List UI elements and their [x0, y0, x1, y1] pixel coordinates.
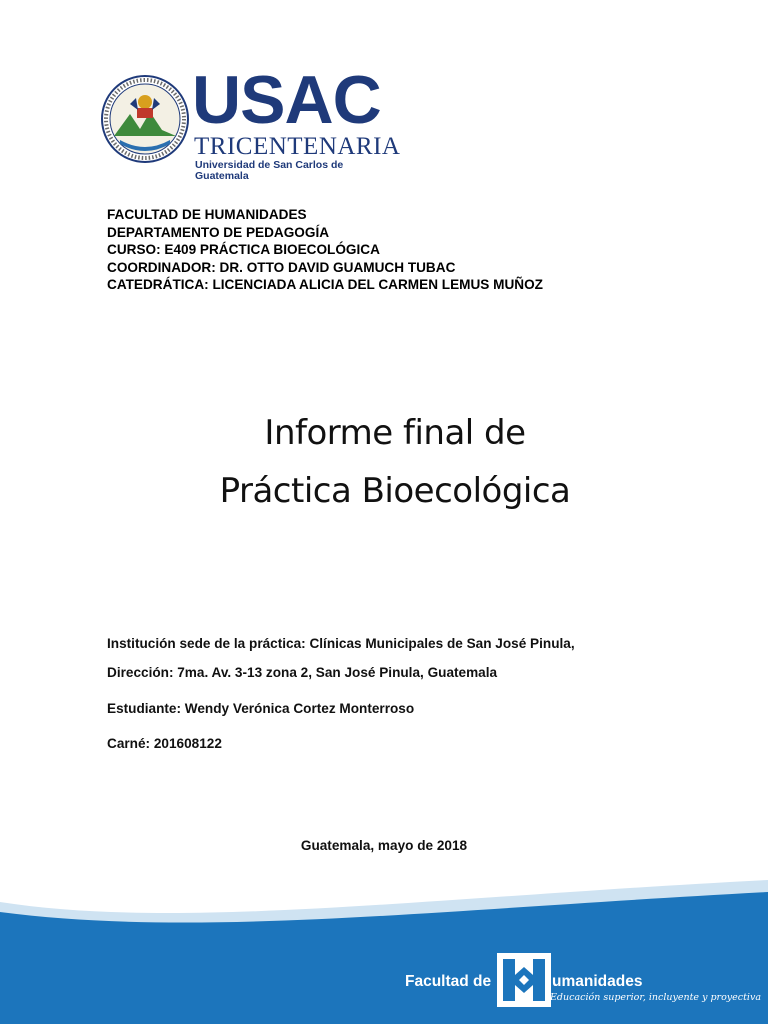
title-line-2: Práctica Bioecológica — [219, 471, 571, 511]
usac-acronym: USAC — [192, 62, 381, 138]
document-date: Guatemala, mayo de 2018 — [300, 838, 468, 853]
tricentennial-label: TRICENTENARIA — [194, 133, 401, 160]
faculty-label-right: umanidades — [552, 973, 643, 990]
student-info — [107, 701, 414, 716]
humanities-h-icon — [497, 953, 551, 1007]
coordinator-line: COORDINADOR: DR. OTTO DAVID GUAMUCH TUBAC — [107, 259, 456, 275]
institution-line: Institución sede de la práctica: Clínicas Municipales de San José Pinula, — [107, 636, 575, 651]
course-line: CURSO: E409 PRÁCTICA BIOECOLÓGICA — [107, 242, 380, 257]
carne-info — [107, 736, 222, 751]
document-title — [0, 404, 768, 520]
department-line: DEPARTAMENTO DE PEDAGOGÍA — [107, 224, 330, 240]
header-info — [107, 206, 543, 294]
usac-logo — [100, 62, 401, 182]
address-info — [107, 665, 497, 680]
address-line: Dirección: 7ma. Av. 3-13 zona 2, San José Pinula, Guatemala — [107, 665, 498, 680]
professor-line: CATEDRÁTICA: LICENCIADA ALICIA DEL CARMEN LEMUS MUÑOZ — [107, 277, 543, 292]
faculty-tagline: Educación superior, incluyente y proyectiva — [550, 992, 761, 1003]
footer-banner — [0, 880, 768, 1024]
university-name: Universidad de San Carlos de Guatemala — [195, 159, 344, 182]
student-line: Estudiante: Wendy Verónica Cortez Monterroso — [107, 701, 415, 716]
carne-line: Carné: 201608122 — [107, 736, 222, 751]
title-line-1: Informe final de — [264, 413, 526, 453]
faculty-line: FACULTAD DE HUMANIDADES — [107, 207, 307, 222]
university-seal-icon — [100, 74, 190, 164]
faculty-label-left: Facultad de — [405, 973, 492, 990]
institution-info — [107, 636, 575, 651]
